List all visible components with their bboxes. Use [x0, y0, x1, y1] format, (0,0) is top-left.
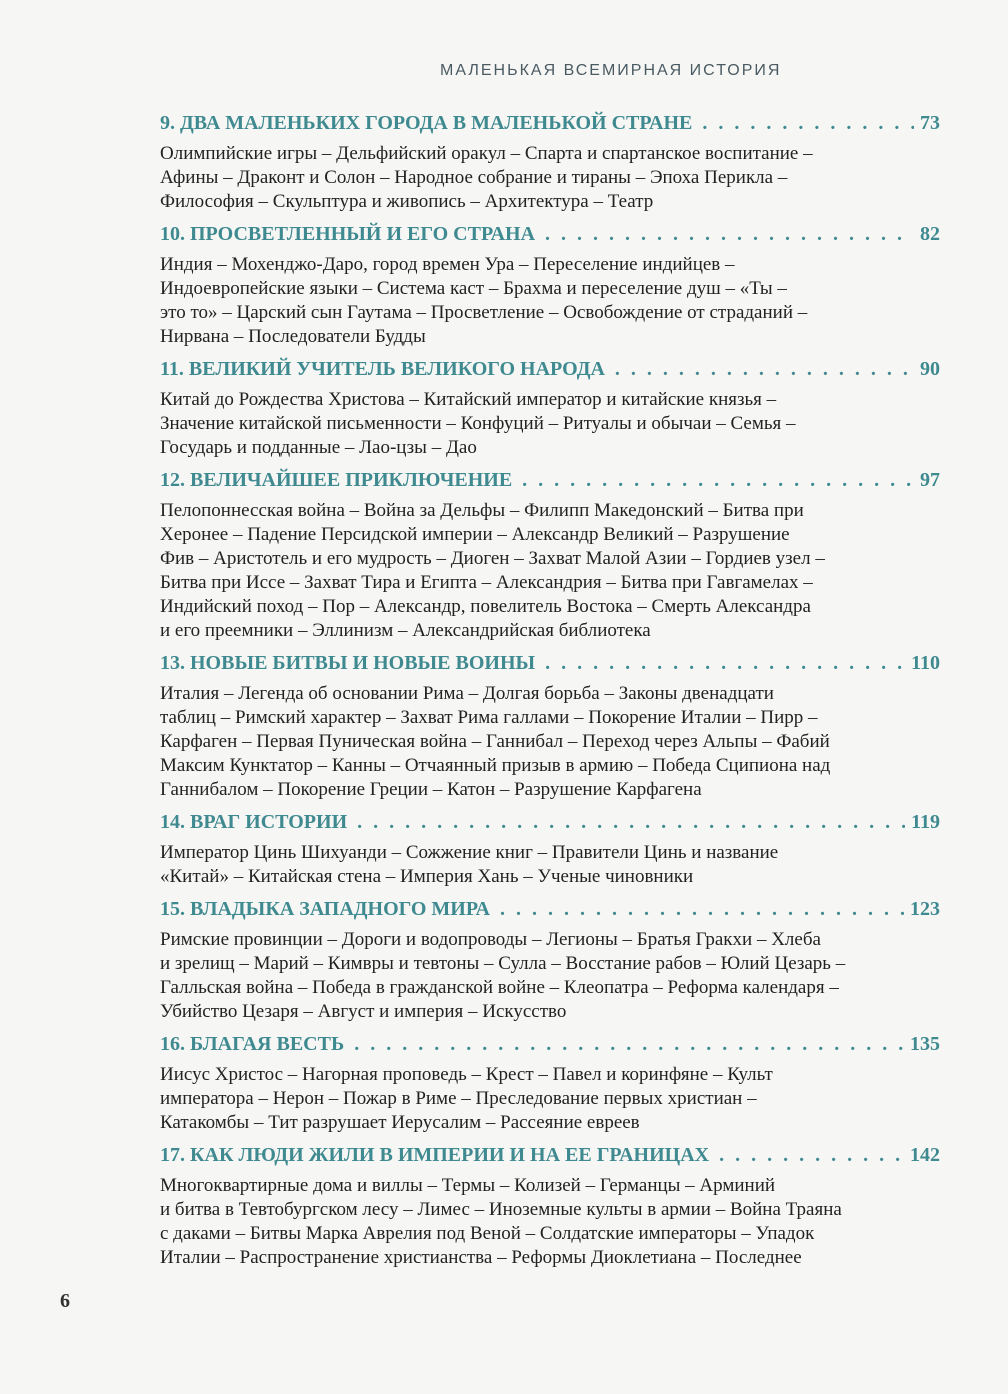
chapter-title: 12. ВЕЛИЧАЙШЕЕ ПРИКЛЮЧЕНИЕ	[160, 469, 513, 491]
running-head: МАЛЕНЬКАЯ ВСЕМИРНАЯ ИСТОРИЯ	[440, 62, 782, 79]
chapter-page-number: 82	[920, 223, 940, 245]
chapter-topics-line: Катакомбы – Тит разрушает Иерусалим – Рассеяние евреев	[160, 1112, 640, 1133]
chapter-topics-line: Карфаген – Первая Пуническая война – Ганнибал – Переход через Альпы – Фабий	[160, 731, 830, 752]
chapter-topics-line: Индоевропейские языки – Система каст – Брахма и переселение душ – «Ты –	[160, 278, 787, 299]
chapter-title: 10. ПРОСВЕТЛЕННЫЙ И ЕГО СТРАНА	[160, 223, 536, 245]
chapter-topics-line: Галльская война – Победа в гражданской войне – Клеопатра – Реформа календаря –	[160, 977, 839, 998]
dot-leader	[719, 1144, 904, 1167]
toc-entry	[160, 469, 940, 643]
dot-leader	[615, 358, 914, 381]
chapter-topics-line: «Китай» – Китайская стена – Империя Хань – Ученые чиновники	[160, 866, 694, 887]
chapter-title: 11. ВЕЛИКИЙ УЧИТЕЛЬ ВЕЛИКОГО НАРОДА	[160, 358, 605, 380]
chapter-page-number: 123	[910, 898, 940, 920]
chapter-page-number: 110	[911, 652, 940, 674]
chapter-title: 15. ВЛАДЫКА ЗАПАДНОГО МИРА	[160, 898, 490, 920]
chapter-topics-line: Значение китайской письменности – Конфуций – Ритуалы и обычаи – Семья –	[160, 413, 796, 434]
chapter-title: 14. ВРАГ ИСТОРИИ	[160, 811, 348, 833]
chapter-topics-line: Римские провинции – Дороги и водопроводы – Легионы – Братья Гракхи – Хлеба	[160, 929, 821, 950]
chapter-topics-line: Император Цинь Шихуанди – Сожжение книг – Правители Цинь и название	[160, 842, 779, 863]
chapter-topics-line: Индия – Мохенджо-Даро, город времен Ура – Переселение индийцев –	[160, 254, 735, 275]
chapter-topics-line: Херонее – Падение Персидской империи – Александр Великий – Разрушение	[160, 524, 790, 545]
toc-entry-heading	[160, 1144, 940, 1174]
toc-entry-heading	[160, 223, 940, 253]
chapter-topics-line: и зрелищ – Марий – Кимвры и тевтоны – Сулла – Восстание рабов – Юлий Цезарь –	[160, 953, 846, 974]
chapter-topics-line: Пелопоннесская война – Война за Дельфы – Филипп Македонский – Битва при	[160, 500, 804, 521]
chapter-topics-line: Философия – Скульптура и живопись – Архитектура – Театр	[160, 191, 654, 212]
toc-entry	[160, 811, 940, 889]
chapter-topics-line: таблиц – Римский характер – Захват Рима галлами – Покорение Италии – Пирр –	[160, 707, 818, 728]
chapter-topics-line: Ганнибалом – Покорение Греции – Катон – Разрушение Карфагена	[160, 779, 702, 800]
toc-entry	[160, 898, 940, 1024]
dot-leader	[702, 112, 914, 135]
toc-entry-heading	[160, 1033, 940, 1063]
dot-leader	[500, 898, 904, 921]
chapter-topics-line: и его преемники – Эллинизм – Александрийская библиотека	[160, 620, 651, 641]
chapter-page-number: 90	[920, 358, 940, 380]
chapter-topics-line: Италия – Легенда об основании Рима – Долгая борьба – Законы двенадцати	[160, 683, 774, 704]
table-of-contents	[160, 112, 940, 1279]
chapter-page-number: 135	[910, 1033, 940, 1055]
toc-entry-heading	[160, 112, 940, 142]
chapter-topics-line: Многоквартирные дома и виллы – Термы – Колизей – Германцы – Арминий	[160, 1175, 776, 1196]
chapter-topics-line: Италии – Распространение христианства – Реформы Диоклетиана – Последнее	[160, 1247, 802, 1268]
chapter-topics-line: Государь и подданные – Лао-цзы – Дао	[160, 437, 477, 458]
dot-leader	[545, 223, 914, 246]
chapter-title: 13. НОВЫЕ БИТВЫ И НОВЫЕ ВОИНЫ	[160, 652, 536, 674]
chapter-page-number: 119	[911, 811, 940, 833]
dot-leader	[354, 1033, 904, 1056]
chapter-title: 16. БЛАГАЯ ВЕСТЬ	[160, 1033, 345, 1055]
chapter-topics-line: это то» – Царский сын Гаутама – Просветление – Освобождение от страданий –	[160, 302, 808, 323]
toc-entry-heading	[160, 811, 940, 841]
chapter-topics-line: Нирвана – Последователи Будды	[160, 326, 426, 347]
toc-entry-heading	[160, 358, 940, 388]
toc-entry-heading	[160, 652, 940, 682]
dot-leader	[522, 469, 914, 492]
toc-entry	[160, 358, 940, 460]
chapter-topics-line: Максим Кунктатор – Канны – Отчаянный призыв в армию – Победа Сципиона над	[160, 755, 831, 776]
chapter-page-number: 97	[920, 469, 940, 491]
toc-entry	[160, 1033, 940, 1135]
dot-leader	[357, 811, 905, 834]
chapter-topics-line: Индийский поход – Пор – Александр, повелитель Востока – Смерть Александра	[160, 596, 811, 617]
chapter-topics-line: Битва при Иссе – Захват Тира и Египта – Александрия – Битва при Гавгамелах –	[160, 572, 813, 593]
chapter-topics-line: Олимпийские игры – Дельфийский оракул – Спарта и спартанское воспитание –	[160, 143, 813, 164]
toc-entry	[160, 1144, 940, 1270]
toc-entry	[160, 112, 940, 214]
chapter-topics-line: и битва в Тевтобургском лесу – Лимес – Иноземные культы в армии – Война Траяна	[160, 1199, 842, 1220]
chapter-topics-line: с даками – Битвы Марка Аврелия под Веной – Солдатские императоры – Упадок	[160, 1223, 815, 1244]
chapter-topics-line: Афины – Драконт и Солон – Народное собрание и тираны – Эпоха Перикла –	[160, 167, 788, 188]
chapter-title: 9. ДВА МАЛЕНЬКИХ ГОРОДА В МАЛЕНЬКОЙ СТРАНЕ	[160, 112, 693, 134]
dot-leader	[545, 652, 905, 675]
chapter-topics-line: Фив – Аристотель и его мудрость – Диоген – Захват Малой Азии – Гордиев узел –	[160, 548, 825, 569]
chapter-topics-line: Китай до Рождества Христова – Китайский император и китайские князья –	[160, 389, 777, 410]
chapter-page-number: 142	[910, 1144, 940, 1166]
page-number: 6	[60, 1290, 70, 1312]
chapter-topics-line: Убийство Цезаря – Август и империя – Искусство	[160, 1001, 567, 1022]
toc-entry	[160, 652, 940, 802]
chapter-title: 17. КАК ЛЮДИ ЖИЛИ В ИМПЕРИИ И НА ЕЕ ГРАНИЦАХ	[160, 1144, 710, 1166]
chapter-page-number: 73	[920, 112, 940, 134]
chapter-topics-line: императора – Нерон – Пожар в Риме – Преследование первых христиан –	[160, 1088, 757, 1109]
toc-entry-heading	[160, 898, 940, 928]
toc-entry	[160, 223, 940, 349]
chapter-topics-line: Иисус Христос – Нагорная проповедь – Крест – Павел и коринфяне – Культ	[160, 1064, 773, 1085]
toc-entry-heading	[160, 469, 940, 499]
